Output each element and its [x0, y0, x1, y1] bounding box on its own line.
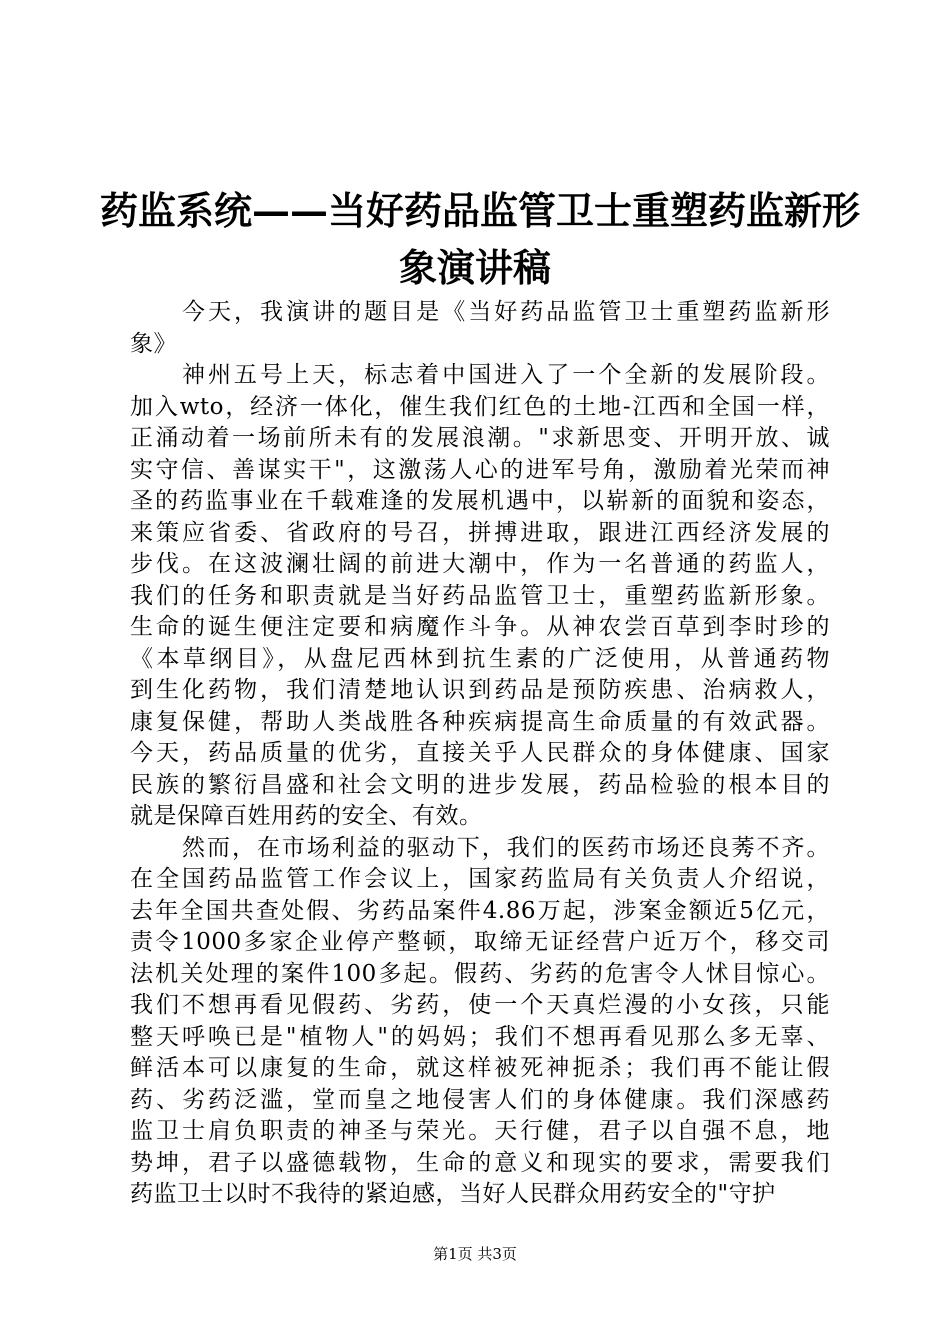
text-line: 我们不想再看见假药、劣药，使一个天真烂漫的小女孩，只能: [130, 992, 830, 1018]
text-line: 责令1000多家企业停产整顿，取缔无证经营户近万个，移交司: [130, 929, 830, 955]
text-line: 我们的任务和职责就是当好药品监管卫士，重塑药监新形象。: [130, 582, 830, 609]
paragraph: [130, 833, 830, 1211]
text-line: 加入wto，经济一体化，催生我们红色的土地-江西和全国一样，: [130, 393, 830, 420]
text-line: 来策应省委、省政府的号召，拼搏进取，跟进江西经济发展的: [130, 519, 830, 546]
document-title-line-2: 象演讲稿: [398, 245, 551, 290]
text-line: 实守信、善谋实干"，这激荡人心的进军号角，激励着光荣而神: [130, 456, 830, 483]
text-line: 监卫士肩负职责的神圣与荣光。天行健，君子以自强不息，地: [130, 1118, 830, 1144]
text-line: 整天呼唤已是"植物人"的妈妈；我们不想再看见那么多无辜、: [130, 1023, 830, 1050]
text-line: 今天，我演讲的题目是《当好药品监管卫士重塑药监新形: [182, 299, 830, 325]
text-line: 正涌动着一场前所未有的发展浪潮。"求新思变、开明开放、诚: [130, 425, 830, 451]
text-line: 在全国药品监管工作会议上，国家药监局有关负责人介绍说，: [130, 866, 830, 892]
text-line: 康复保健，帮助人类战胜各种疾病提高生命质量的有效武器。: [130, 708, 830, 735]
document-body: [130, 297, 830, 1211]
text-line: 药、劣药泛滥，堂而皇之地侵害人们的身体健康。我们深感药: [130, 1086, 830, 1113]
text-line: 今天，药品质量的优劣，直接关乎人民群众的身体健康、国家: [130, 740, 830, 766]
text-line: 《本草纲目》，从盘尼西林到抗生素的广泛使用，从普通药物: [130, 645, 830, 672]
text-line: 势坤，君子以盛德载物，生命的意义和现实的要求，需要我们: [130, 1149, 830, 1176]
text-line: 到生化药物，我们清楚地认识到药品是预防疾患、治病救人，: [130, 677, 830, 703]
text-line: 步伐。在这波澜壮阔的前进大潮中，作为一名普通的药监人，: [130, 551, 830, 577]
document-title-line-1: 药监系统——当好药品监管卫士重塑药监新形: [100, 188, 861, 233]
text-line: 生命的诞生便注定要和病魔作斗争。从神农尝百草到李时珍的: [130, 614, 830, 640]
text-line: 民族的繁衍昌盛和社会文明的进步发展，药品检验的根本目的: [130, 771, 830, 798]
paragraph: [130, 360, 830, 833]
page-footer: 第1页 共3页: [433, 1245, 517, 1263]
text-line: 然而，在市场利益的驱动下，我们的医药市场还良莠不齐。: [182, 834, 830, 861]
paragraph: [130, 297, 830, 360]
text-line: 象》: [130, 330, 177, 357]
text-line: 法机关处理的案件100多起。假药、劣药的危害令人怵目惊心。: [130, 960, 830, 987]
text-line: 去年全国共查处假、劣药品案件4.86万起，涉案金额近5亿元，: [130, 897, 830, 924]
text-line: 就是保障百姓用药的安全、有效。: [130, 803, 483, 829]
text-line: 药监卫士以时不我待的紧迫感，当好人民群众用药安全的"守护: [130, 1181, 776, 1207]
text-line: 圣的药监事业在千载难逢的发展机遇中，以崭新的面貌和姿态，: [130, 488, 830, 514]
text-line: 神州五号上天，标志着中国进入了一个全新的发展阶段。: [182, 362, 830, 388]
text-line: 鲜活本可以康复的生命，就这样被死神扼杀；我们再不能让假: [130, 1055, 830, 1081]
